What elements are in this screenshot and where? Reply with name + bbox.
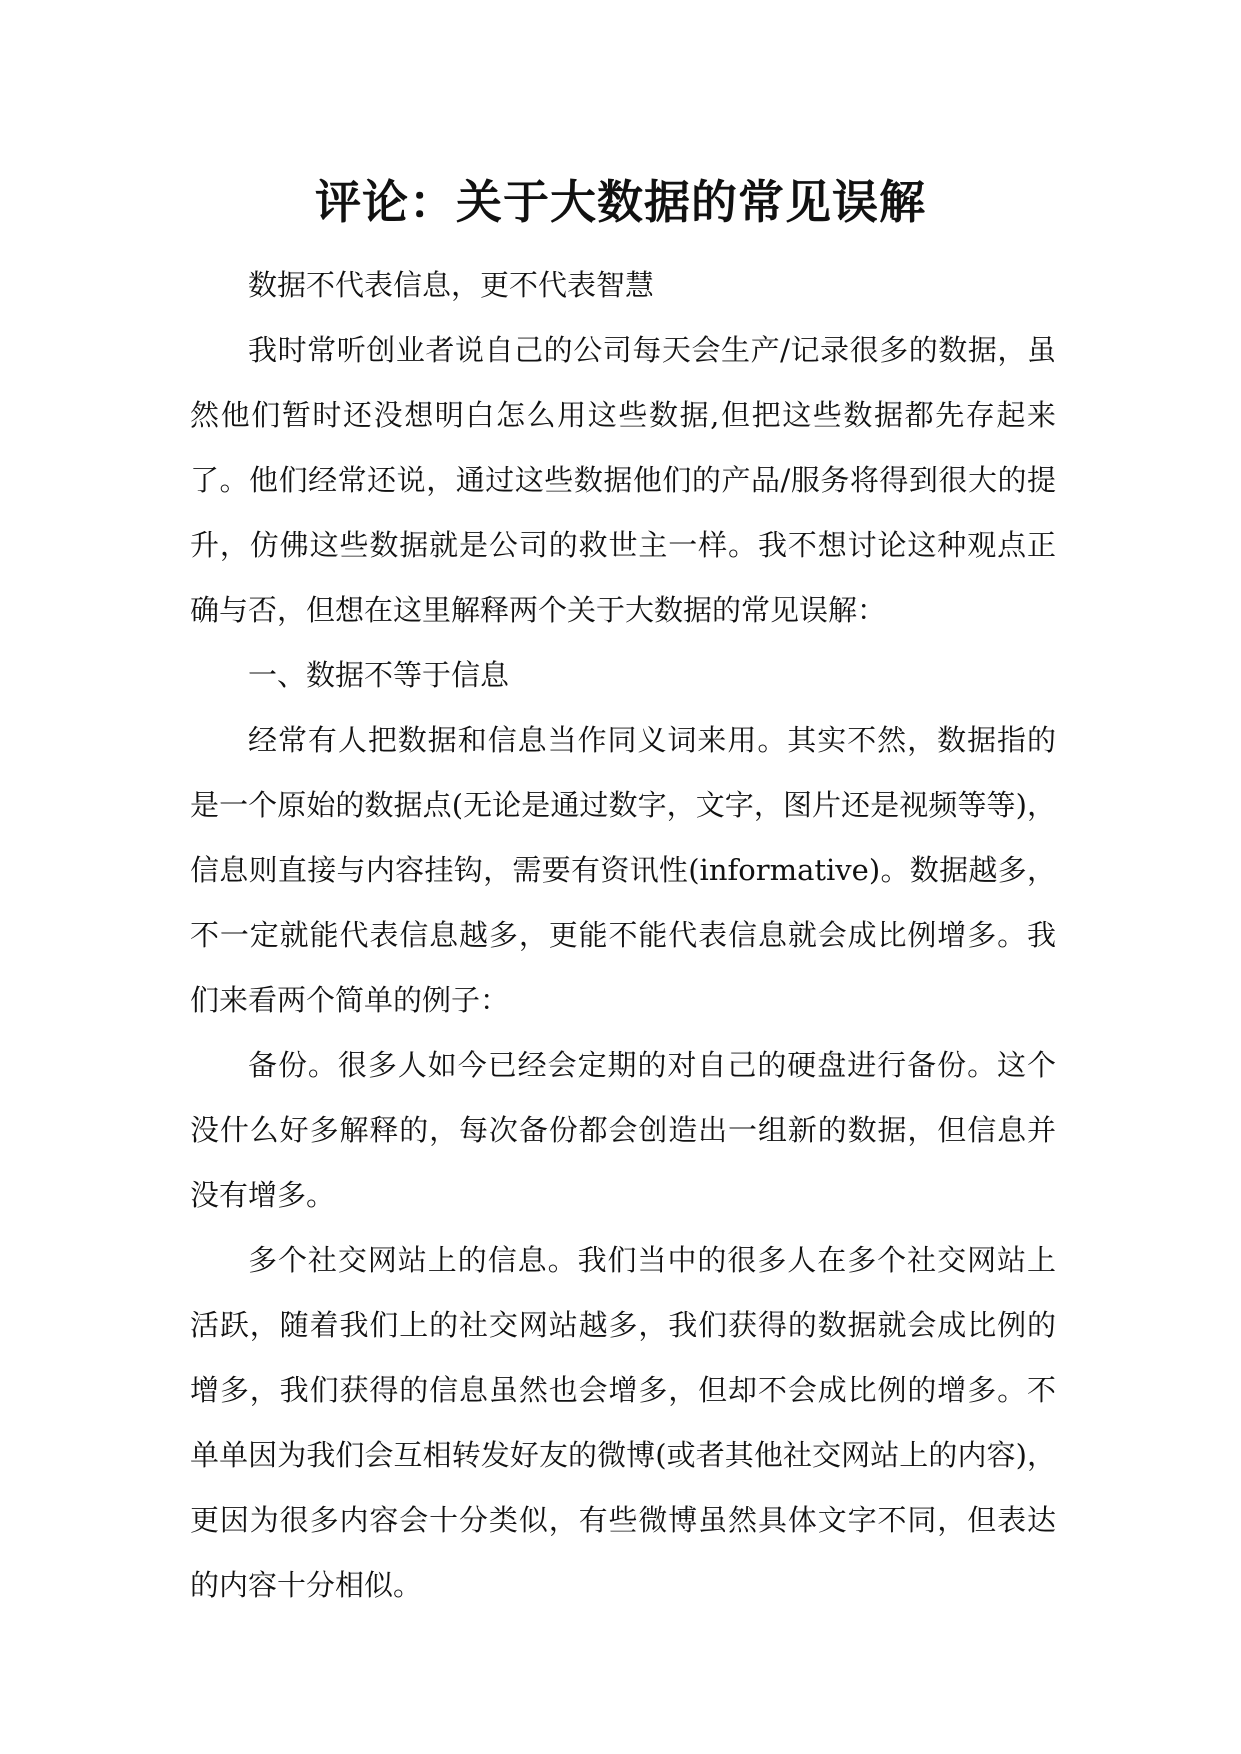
example-backup-paragraph: 备份。很多人如今已经会定期的对自己的硬盘进行备份。这个没什么好多解释的，每次备份都会创造出一组新的数据，但信息并没有增多。 <box>190 1048 1056 1212</box>
intro-paragraph: 我时常听创业者说自己的公司每天会生产/记录很多的数据，虽然他们暂时还没想明白怎么用这些数据,但把这些数据都先存起来了。他们经常还说，通过这些数据他们的产品/服务将得到很大的提升，仿佛这些数据就是公司的救世主一样。我不想讨论这种观点正确与否，但想在这里解释两个关于大数据的常见误解： <box>190 333 1056 627</box>
example-social-paragraph: 多个社交网站上的信息。我们当中的很多人在多个社交网站上活跃，随着我们上的社交网站越多，我们获得的数据就会成比例的增多，我们获得的信息虽然也会增多，但却不会成比例的增多。不单单因为我们会互相转发好友的微博(或者其他社交网站上的内容)，更因为很多内容会十分类似，有些微博虽然具体文字不同，但表达的内容十分相似。 <box>190 1243 1056 1602</box>
document-body <box>190 253 1056 1618</box>
subtitle-paragraph: 数据不代表信息，更不代表智慧 <box>248 268 655 302</box>
section-heading: 一、数据不等于信息 <box>248 658 510 692</box>
document-title: 评论：关于大数据的常见误解 <box>315 175 926 229</box>
body-paragraph: 经常有人把数据和信息当作同义词来用。其实不然，数据指的是一个原始的数据点(无论是通过数字，文字，图片还是视频等等)，信息则直接与内容挂钩，需要有资讯性(informative)。数据越多，不一定就能代表信息越多，更能不能代表信息就会成比例增多。我们来看两个简单的例子： <box>190 723 1056 1017</box>
